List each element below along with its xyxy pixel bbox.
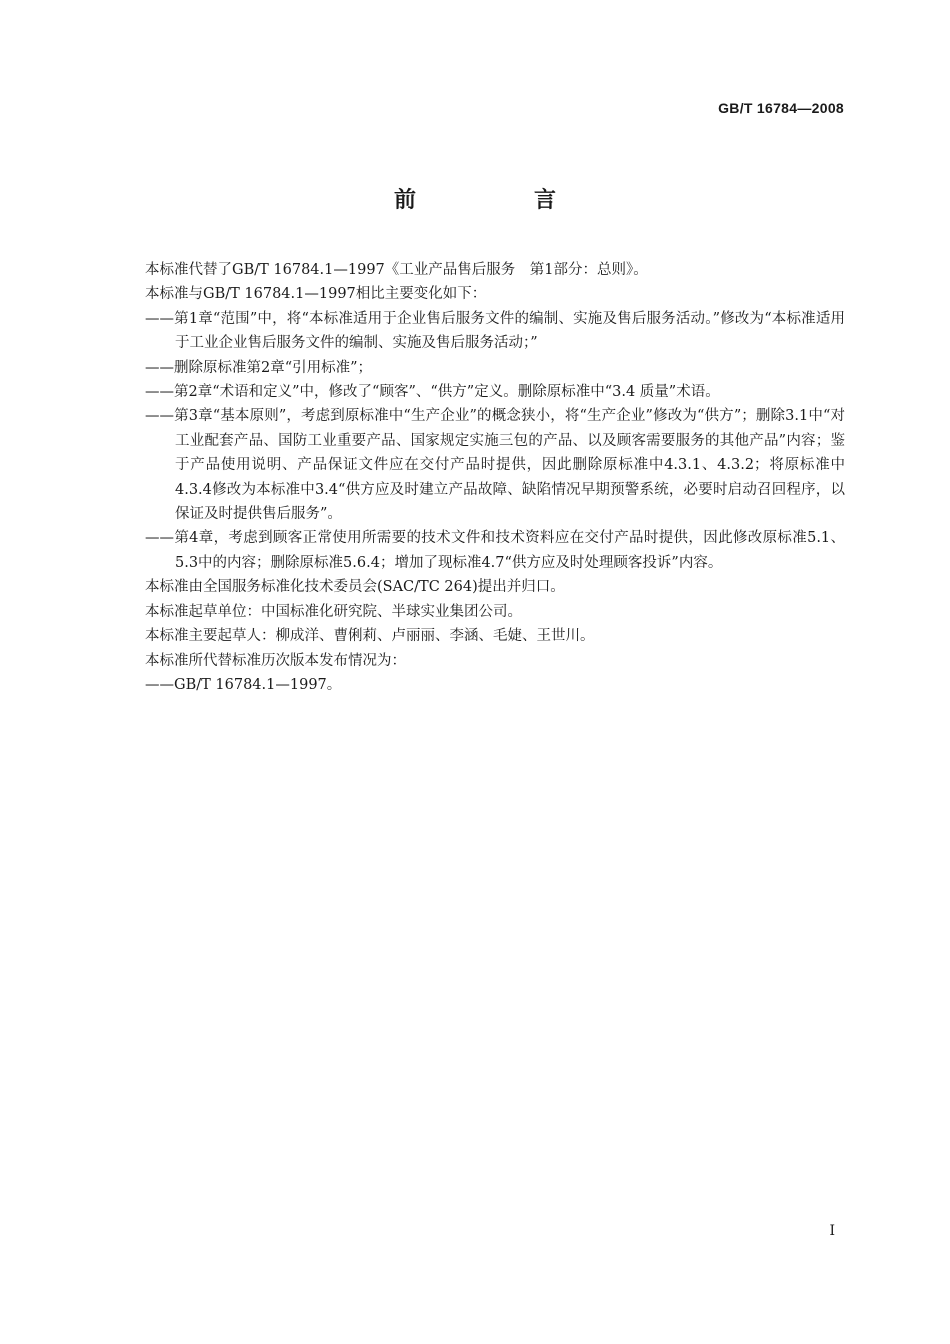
paragraph-drafters: 本标准主要起草人：柳成洋、曹俐莉、卢丽丽、李涵、毛婕、王世川。 (145, 628, 595, 645)
change-item-terms: ——第2章“术语和定义”中，修改了“顾客”、“供方”定义。删除原标准中“3.4 质量”术语。 (145, 384, 720, 401)
paragraph-history-intro: 本标准所代替标准历次版本发布情况为： (145, 652, 406, 669)
change-item-principles: ——第3章“基本原则”，考虑到原标准中“生产企业”的概念狭小，将“生产企业”修改为“供方”；删除3.1中“对工业配套产品、国防工业重要产品、国家规定实施三包的产品、以及顾客需要服务的其他产品”内容；鉴于产品使用说明、产品保证文件应在交付产品时提供，因此删除原标准中4.3.1、4.3.2；将原标准中4.3.4修改为本标准中3.4“供方应及时建立产品故障、缺陷情况早期预警系统，必要时启动召回程序，以保证及时提供售后服务”。 (145, 408, 845, 523)
paragraph-replaces: 本标准代替了GB/T 16784.1—1997《工业产品售后服务 第1部分：总则》。 (145, 262, 648, 278)
change-item-scope: ——第1章“范围”中，将“本标准适用于企业售后服务文件的编制、实施及售后服务活动。”修改为“本标准适用于工业企业售后服务文件的编制、实施及售后服务活动；” (145, 310, 845, 352)
history-item: ——GB/T 16784.1—1997。 (145, 676, 342, 693)
paragraph-proposer: 本标准由全国服务标准化技术委员会(SAC/TC 264)提出并归口。 (145, 579, 565, 596)
change-item-chapter4: ——第4章，考虑到顾客正常使用所需要的技术文件和技术资料应在交付产品时提供，因此修改原标准5.1、5.3中的内容；删除原标准5.6.4；增加了现标准4.7“供方应及时处理顾客投诉”内容。 (145, 530, 845, 571)
page-number: I (829, 1223, 835, 1239)
document-code: GB/T 16784—2008 (718, 100, 844, 116)
paragraph-changes-intro: 本标准与GB/T 16784.1—1997相比主要变化如下： (145, 286, 487, 303)
change-item-references: ——删除原标准第2章“引用标准”； (145, 359, 373, 376)
foreword-body (145, 258, 845, 697)
paragraph-drafting-units: 本标准起草单位：中国标准化研究院、半球实业集团公司。 (145, 603, 522, 620)
page-title: 前 言 (393, 188, 604, 213)
